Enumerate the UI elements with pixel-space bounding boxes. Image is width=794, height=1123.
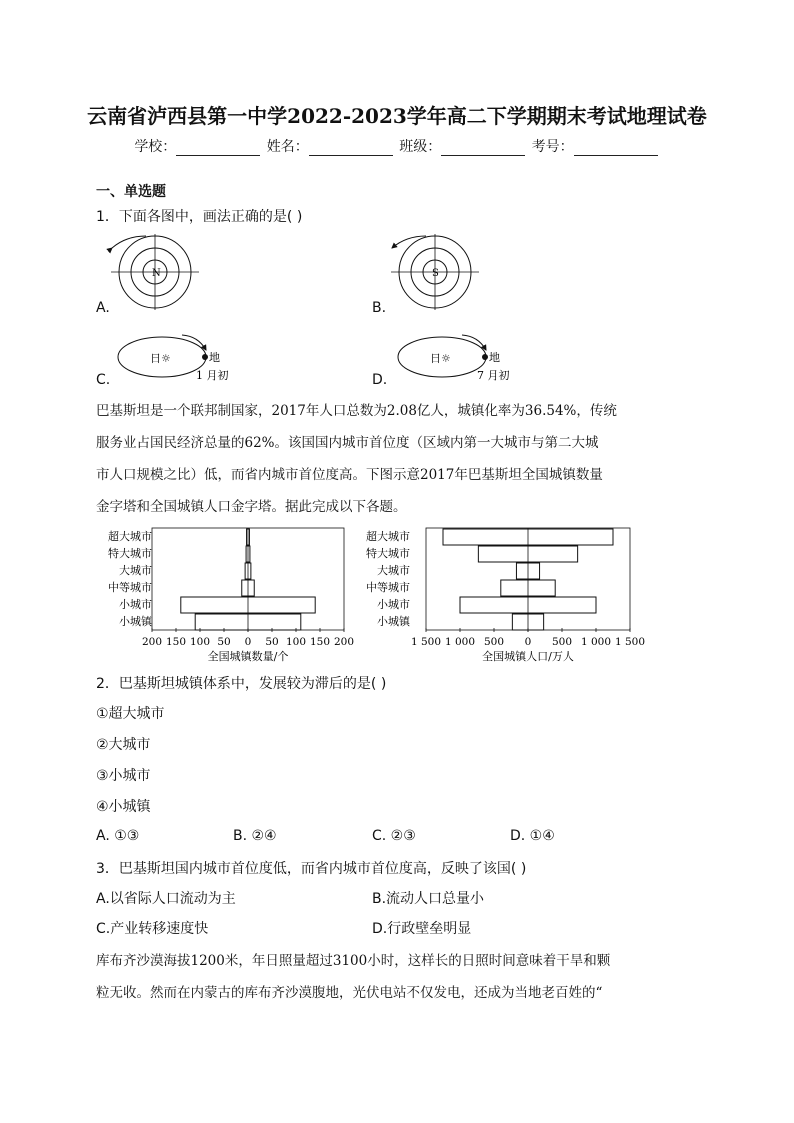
chart2-tick-label: 500 [483, 636, 505, 648]
chart1-tick-label: 50 [217, 636, 231, 648]
q2-item: ②大城市 [96, 737, 151, 753]
rotation-arrow-icon [392, 236, 426, 248]
q2-option-a[interactable]: A. ①③ [96, 828, 140, 844]
chart1-category-label: 小城市 [119, 598, 152, 611]
passage1-line: 市人口规模之比）低，而省内城市首位度高。下图示意2017年巴基斯坦全国城镇数量 [96, 467, 603, 483]
figure-a-pole-label: N [152, 268, 161, 279]
pyramid-charts [90, 520, 650, 665]
chart2-tick-label: 1 000 [444, 636, 476, 648]
q1-option-a[interactable]: A. [96, 300, 110, 316]
chart1-tick-label: 200 [141, 636, 163, 648]
school-blank[interactable] [176, 141, 260, 156]
class-label: 班级： [399, 139, 442, 155]
chart1-category-label: 小城镇 [119, 615, 152, 628]
revolution-arrow-icon [462, 335, 486, 350]
q1-option-d[interactable]: D. [372, 372, 388, 388]
chart1-tick-label: 200 [333, 636, 355, 648]
q3-option-c[interactable]: C.产业转移速度快 [96, 921, 209, 937]
q3-option-d[interactable]: D.行政壁垒明显 [372, 921, 472, 937]
figure-c-month-label: 1 月初 [196, 369, 229, 382]
revolution-arrow-icon [182, 335, 206, 350]
chart2-tick-label: 1 500 [614, 636, 646, 648]
section-title: 一、单选题 [96, 184, 166, 200]
chart2-x-axis-label: 全国城镇人口/万人 [482, 650, 574, 663]
earth-dot-icon [482, 354, 488, 360]
figure-c-earth-label: 地 [209, 351, 220, 364]
school-label: 学校： [134, 139, 177, 155]
q2-stem: 2．巴基斯坦城镇体系中，发展较为滞后的是( ) [96, 676, 387, 692]
q2-option-c[interactable]: C. ②③ [372, 828, 416, 844]
chart1-x-axis-label: 全国城镇数量/个 [207, 650, 289, 663]
figure-d [398, 335, 510, 382]
chart2-tick-label: 0 [524, 636, 532, 648]
chart1-category-label: 大城市 [119, 564, 152, 577]
chart1-tick-label: 100 [285, 636, 307, 648]
q2-item: ④小城镇 [96, 799, 151, 815]
figure-c [118, 335, 229, 382]
figure-d-sun-label: 日☼ [430, 352, 451, 365]
chart1-category-label: 超大城市 [108, 530, 152, 543]
passage2-line: 粒无收。然而在内蒙古的库布齐沙漠腹地，光伏电站不仅发电，还成为当地老百姓的“ [96, 985, 603, 1001]
figure-d-earth-label: 地 [489, 351, 500, 364]
chart1-tick-label: 100 [189, 636, 211, 648]
q1-option-c[interactable]: C. [96, 372, 111, 388]
chart1-tick-label: 150 [165, 636, 187, 648]
q1-option-b[interactable]: B. [372, 300, 387, 316]
chart2-tick-label: 1 500 [410, 636, 442, 648]
q3-option-b[interactable]: B.流动人口总量小 [372, 891, 485, 907]
q2-item: ③小城市 [96, 768, 151, 784]
chart2-category-label: 大城市 [377, 564, 410, 577]
chart1-tick-label: 150 [309, 636, 331, 648]
passage1-line: 服务业占国民经济总量的62%。该国国内城市首位度（区域内第一大城市与第二大城 [96, 435, 599, 451]
q3-stem: 3．巴基斯坦国内城市首位度低，而省内城市首位度高，反映了该国( ) [96, 861, 527, 877]
chart1-tick-label: 0 [244, 636, 252, 648]
chart2-category-label: 小城市 [377, 598, 410, 611]
number-label: 考号： [531, 139, 574, 155]
q2-option-d[interactable]: D. ①④ [510, 828, 555, 844]
figure-a [111, 234, 199, 310]
student-info-line [0, 136, 794, 156]
figure-c-sun-label: 日☼ [150, 352, 171, 365]
rotation-arrow-icon [112, 236, 146, 248]
chart2-tick-label: 1 000 [580, 636, 612, 648]
figure-b-pole-label: S [432, 268, 439, 279]
passage1-line: 巴基斯坦是一个联邦制国家，2017年人口总数为2.08亿人，城镇化率为36.54%，传统 [96, 403, 617, 419]
q2-option-b[interactable]: B. ②④ [233, 828, 277, 844]
figure-d-month-label: 7 月初 [477, 369, 510, 382]
chart1-category-label: 特大城市 [108, 547, 152, 560]
earth-dot-icon [202, 354, 208, 360]
q3-option-a[interactable]: A.以省际人口流动为主 [96, 891, 236, 907]
q1-stem: 1．下面各图中，画法正确的是( ) [96, 209, 303, 225]
chart1-category-label: 中等城市 [108, 581, 152, 594]
exam-title: 云南省泸西县第一中学2022-2023学年高二下学期期末考试地理试卷 [87, 104, 707, 128]
passage1-line: 金字塔和全国城镇人口金字塔。据此完成以下各题。 [96, 499, 407, 515]
chart2-category-label: 特大城市 [366, 547, 410, 560]
number-blank[interactable] [574, 141, 658, 156]
q1-figures [90, 232, 650, 392]
chart2-tick-label: 500 [551, 636, 573, 648]
passage2-line: 库布齐沙漠海拔1200米，年日照量超过3100小时，这样长的日照时间意味着干旱和颗 [96, 953, 611, 969]
chart2-category-label: 超大城市 [366, 530, 410, 543]
chart2-category-label: 小城镇 [377, 615, 410, 628]
class-blank[interactable] [441, 141, 525, 156]
name-label: 姓名： [266, 139, 309, 155]
chart2-category-label: 中等城市 [366, 581, 410, 594]
figure-b [391, 234, 479, 310]
name-blank[interactable] [309, 141, 393, 156]
chart1-tick-label: 50 [265, 636, 279, 648]
q2-item: ①超大城市 [96, 706, 165, 722]
